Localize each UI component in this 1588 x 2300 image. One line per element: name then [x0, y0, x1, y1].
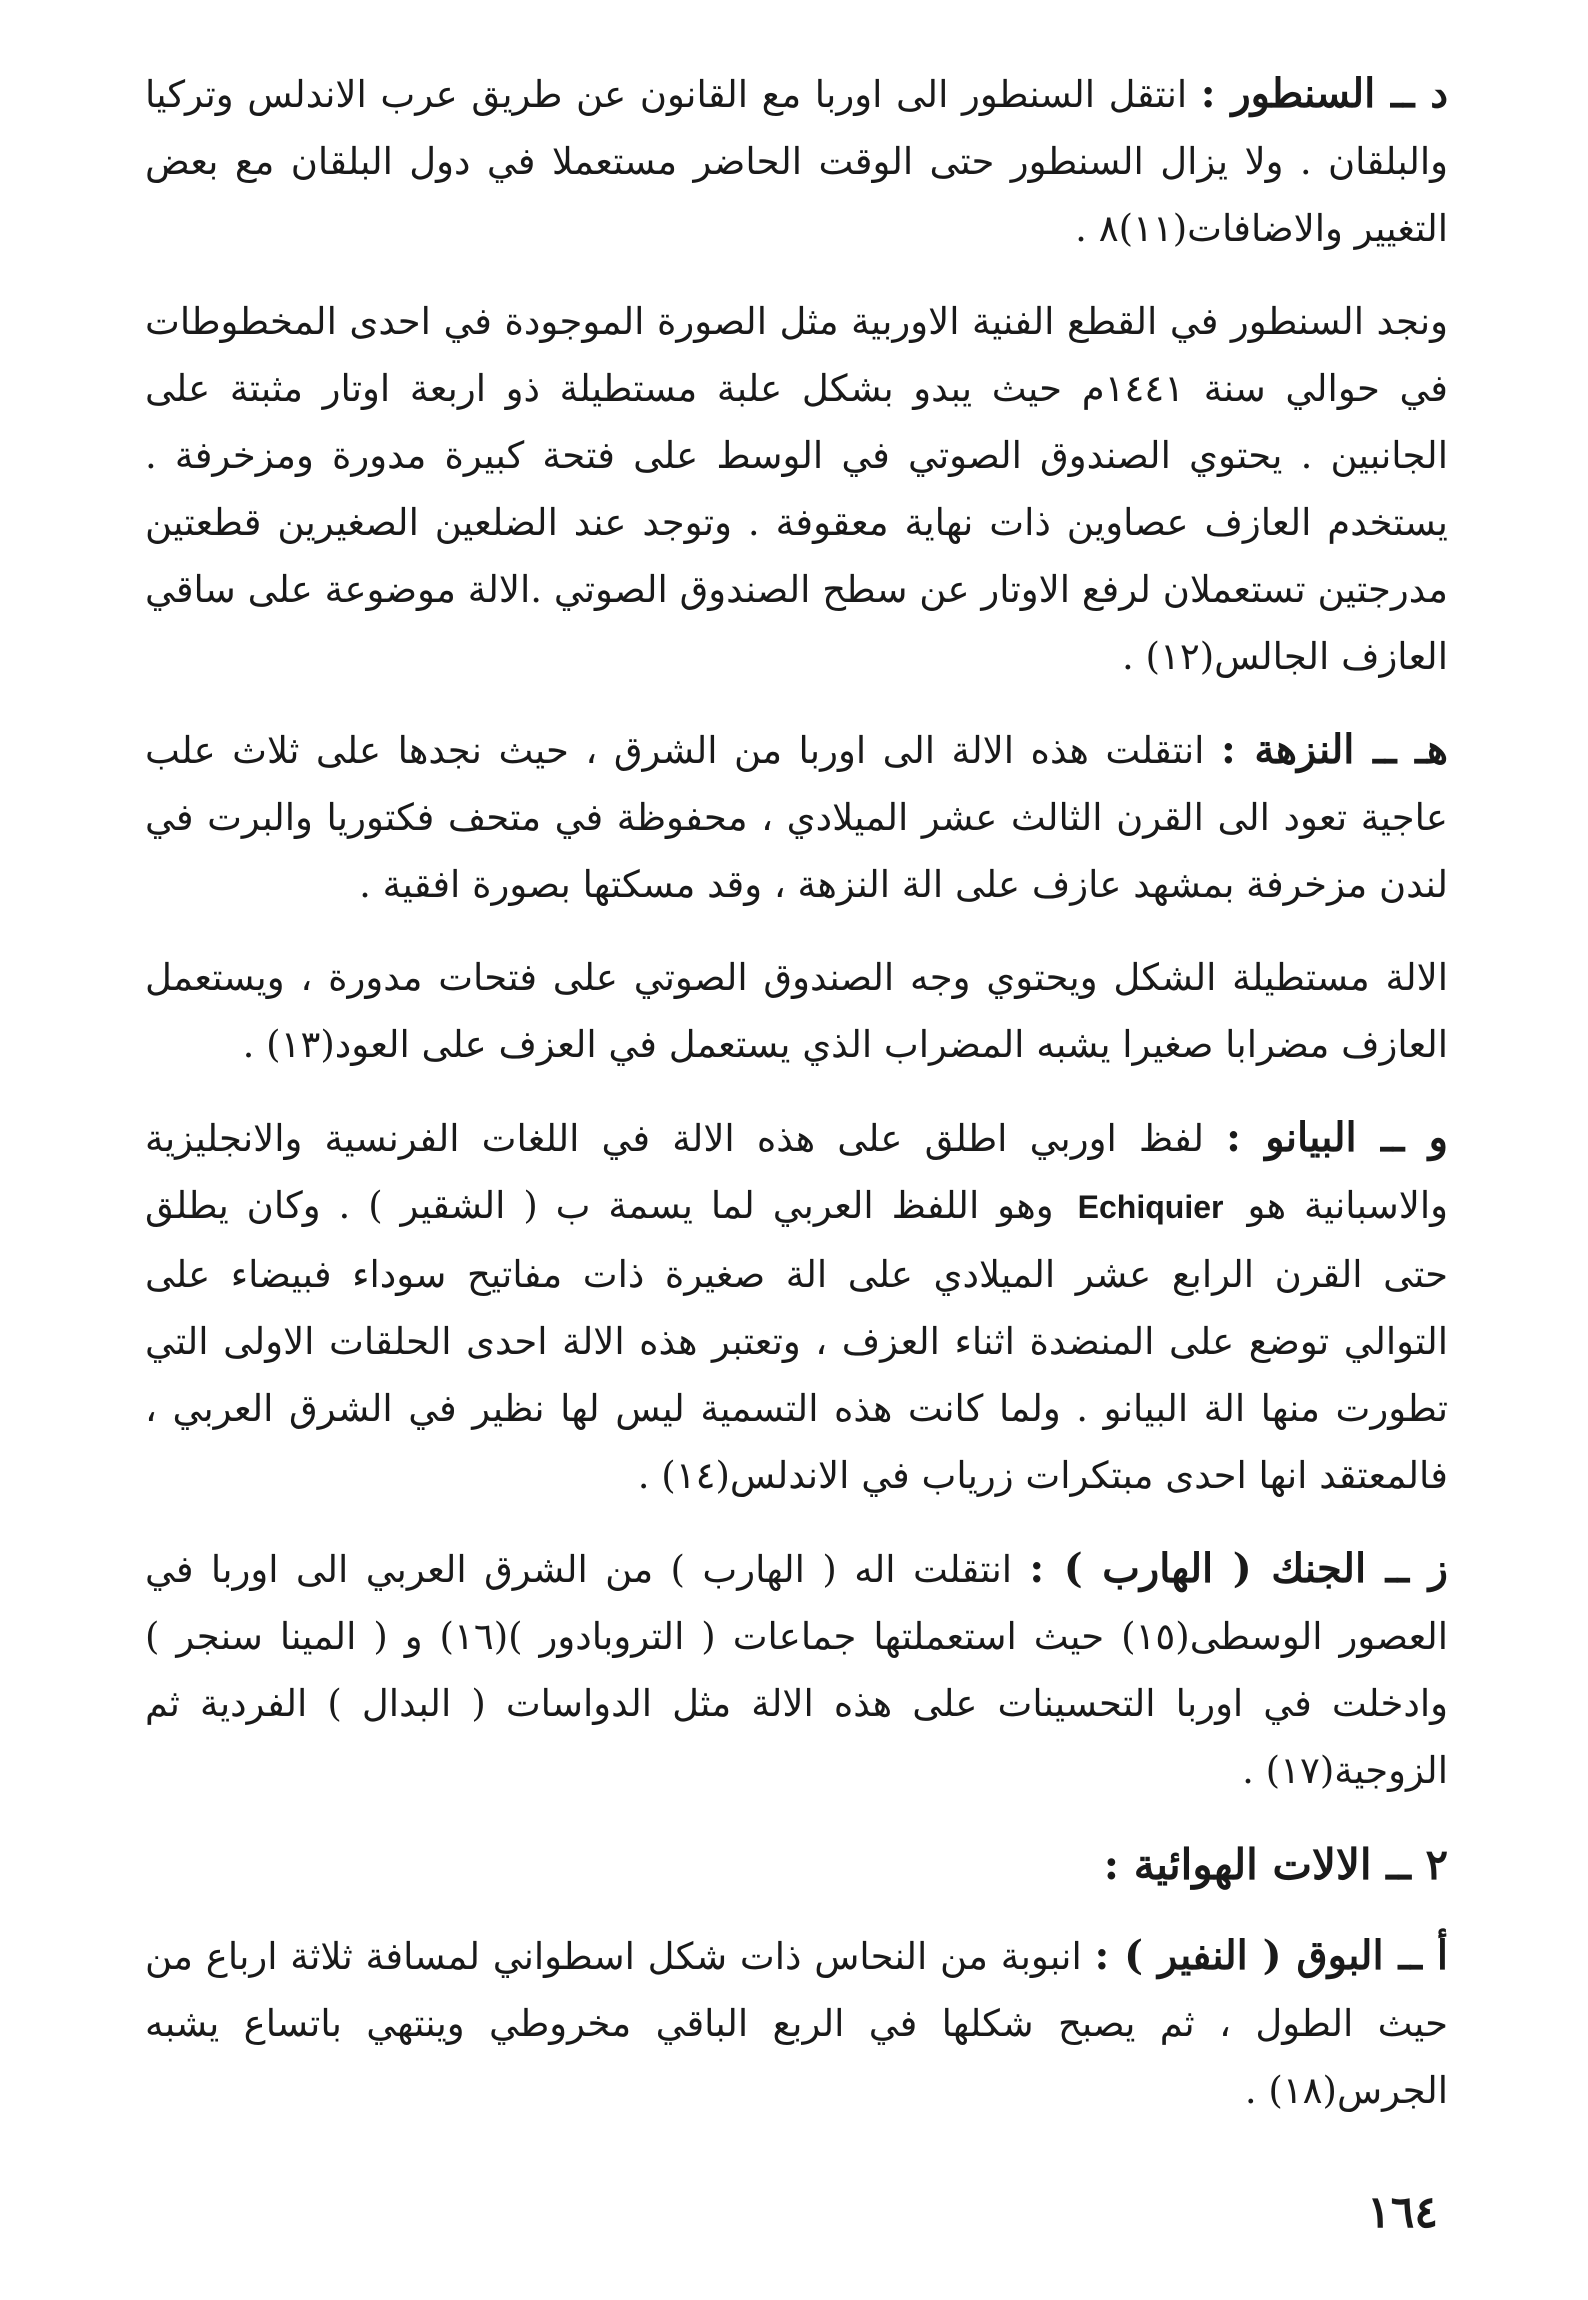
- heading-piano: و ــ البيانو :: [1226, 1114, 1448, 1161]
- heading-trumpet: أ ــ البوق ( النفير ) :: [1094, 1932, 1448, 1979]
- paragraph-harp: [145, 1535, 1448, 1804]
- text-harp: انتقلت اله ( الهارب ) من الشرق العربي الى اوربا في العصور الوسطى(١٥) حيث استعملتها جماعات ( التروبادور )(١٦) و ( المينا سنجر ) وادخلت في اوربا التحسينات على هذه الالة مثل الدواسات ( البدال ) الفردية ثم الزوجية(١٧) .: [145, 1548, 1449, 1792]
- text-piano-a: لفظ اوربي اطلق على هذه الالة في اللغات الفرنسية والانجليزية والاسبانية هو: [145, 1117, 1449, 1227]
- paragraph-nuzha: [145, 716, 1448, 918]
- text-nuzha-shape: الالة مستطيلة الشكل ويحتوي وجه الصندوق الصوتي على فتحات مدورة ، ويستعمل العازف مضرابا صغيرا يشبه المضراب الذي يستعمل في العزف على العود(١٣) .: [145, 956, 1448, 1066]
- heading-nuzha: هـ ــ النزهة :: [1220, 726, 1448, 773]
- text-nuzha: انتقلت هذه الالة الى اوربا من الشرق ، حيث نجدها على ثلاث علب عاجية تعود الى القرن الثالث عشر الميلادي ، محفوظة في متحف فكتوريا والبرت في لندن مزخرفة بمشهد عازف على الة النزهة ، وقد مسكتها بصورة افقية .: [145, 729, 1448, 906]
- text-trumpet: انبوبة من النحاس ذات شكل اسطواني لمسافة ثلاثة ارباع من حيث الطول ، ثم يصبح شكلها في الربع الباقي مخروطي وينتهي باتساع يشبه الجرس(١٨) .: [145, 1935, 1448, 2112]
- section-heading-wind-instruments: ٢ ــ الالات الهوائية :: [1103, 1840, 1448, 1889]
- paragraph-trumpet: [145, 1922, 1448, 2124]
- page-number: ١٦٤: [1367, 2187, 1438, 2238]
- latin-term: Echiquier: [1077, 1189, 1224, 1225]
- text-santur: انتقل السنطور الى اوربا مع القانون عن طريق عرب الاندلس وتركيا والبلقان . ولا يزال السنطور حتى الوقت الحاضر مستعملا في دول البلقان مع بعض التغيير والاضافات(١١)٨ .: [145, 73, 1448, 250]
- paragraph-santur: [145, 60, 1448, 262]
- paragraph-nuzha-shape: [145, 944, 1448, 1078]
- heading-harp: ز ــ الجنك ( الهارب ) :: [1029, 1545, 1448, 1592]
- paragraph-piano: [145, 1104, 1448, 1509]
- heading-santur: د ــ السنطور :: [1200, 70, 1449, 117]
- text-piano-b: وهو اللفظ العربي لما يسمة ب ( الشقير ) . وكان يطلق حتى القرن الرابع عشر الميلادي على الة صغيرة ذات مفاتيح سوداء فبيضاء على التوالي توضع على المنضدة اثناء العزف ، وتعتبر هذه الالة احدى الحلقات الاولى التي تطورت منها الة البيانو . ولما كانت هذه التسمية ليس لها نظير في الشرق العربي ، فالمعتقد انها احدى مبتكرات زرياب في الاندلس(١٤) .: [145, 1184, 1448, 1497]
- paragraph-santur-artwork: [145, 288, 1448, 690]
- text-santur-artwork: ونجد السنطور في القطع الفنية الاوربية مثل الصورة الموجودة في احدى المخطوطات في حوالي سنة ١٤٤١م حيث يبدو بشكل علبة مستطيلة ذو اربعة اوتار مثبتة على الجانبين . يحتوي الصندوق الصوتي في الوسط على فتحة كبيرة مدورة ومزخرفة . يستخدم العازف عصاوين ذات نهاية معقوفة . وتوجد عند الضلعين الصغيرين قطعتين مدرجتين تستعملان لرفع الاوتار عن سطح الصندوق الصوتي .الالة موضوعة على ساقي العازف الجالس(١٢) .: [145, 300, 1448, 678]
